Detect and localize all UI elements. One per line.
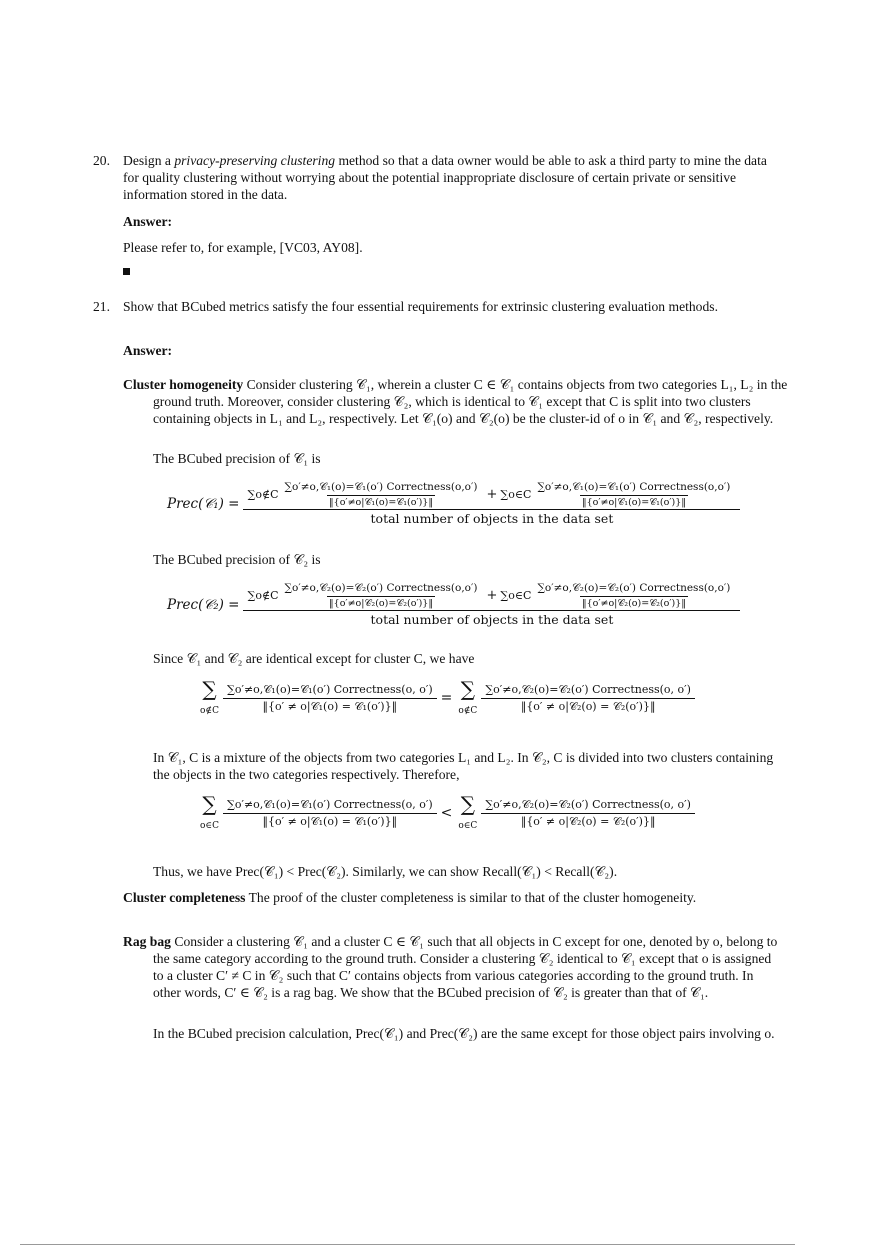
big-numerator: ∑o′≠o,𝒞₁(o)=𝒞₁(o′) Correctness(o, o′) xyxy=(226,797,433,811)
big-numerator: ∑o′≠o,𝒞₁(o)=𝒞₁(o′) Correctness(o, o′) xyxy=(226,682,433,696)
sum-symbol: ∑ xyxy=(202,792,217,816)
big-denominator: ‖{o′ ≠ o|𝒞₂(o) = 𝒞₂(o′)}‖ xyxy=(481,698,695,714)
mixture-text: In 𝒞₁, C is a mixture of the objects from two categories L₁ and L₂. In 𝒞₂, C is divided into two clusters containing the objects in the two categories respectively. Therefore, xyxy=(153,750,774,782)
sum-subscript: o∈C xyxy=(458,821,478,831)
question-text: Show that BCubed metrics satisfy the four essential requirements for extrinsic clustering evaluation methods. xyxy=(123,299,718,314)
big-denominator: ‖{o′ ≠ o|𝒞₂(o) = 𝒞₂(o′)}‖ xyxy=(481,813,695,829)
sum-subscript: o∈C xyxy=(200,821,219,831)
big-denominator: ‖{o′ ≠ o|𝒞₁(o) = 𝒞₁(o′)}‖ xyxy=(223,813,437,829)
inner-numerator: ∑o′≠o,𝒞₂(o)=𝒞₂(o′) Correctness(o,o′) xyxy=(284,582,478,594)
equation-prec2 xyxy=(167,582,738,627)
question-text-pre: Design a xyxy=(123,153,175,168)
inner-denominator: ‖{o′≠o|𝒞₂(o)=𝒞₂(o′)}‖ xyxy=(328,598,434,609)
equals-sign: = xyxy=(440,690,453,706)
question-21 xyxy=(93,298,779,315)
sum-not-in-c: ∑o∉C xyxy=(247,589,279,602)
prec2-intro: The BCubed precision of 𝒞₂ is xyxy=(153,552,321,567)
question-number: 21. xyxy=(93,299,110,314)
question-20 xyxy=(93,152,779,203)
footer-rule xyxy=(20,1244,795,1245)
plus-sign: + xyxy=(486,487,498,502)
ragbag-term: Rag bag xyxy=(123,934,171,949)
inner-denominator: ‖{o′≠o|𝒞₁(o)=𝒞₁(o′)}‖ xyxy=(328,497,434,508)
sum-subscript: o∉C xyxy=(458,706,478,716)
qed-mark xyxy=(123,268,130,275)
completeness-text: The proof of the cluster completeness is similar to that of the cluster homogeneity. xyxy=(248,890,697,905)
sum-symbol: ∑ xyxy=(460,792,475,816)
outer-fraction xyxy=(245,481,738,526)
prec1-intro: The BCubed precision of 𝒞₁ is xyxy=(153,451,321,466)
question-number: 20. xyxy=(93,153,110,168)
inner-numerator: ∑o′≠o,𝒞₁(o)=𝒞₁(o′) Correctness(o,o′) xyxy=(537,481,731,493)
sum-in-c: ∑o∈C xyxy=(500,488,532,501)
less-than-sign: < xyxy=(440,805,453,821)
homogeneity-conclusion: Thus, we have Prec(𝒞₁) < Prec(𝒞₂). Similarly, we can show Recall(𝒞₁) < Recall(𝒞₂). xyxy=(153,864,618,879)
sum-subscript: o∉C xyxy=(200,706,219,716)
sum-symbol: ∑ xyxy=(460,677,475,701)
outer-denominator: total number of objects in the data set xyxy=(243,509,740,526)
inner-numerator: ∑o′≠o,𝒞₁(o)=𝒞₁(o′) Correctness(o,o′) xyxy=(284,481,478,493)
question-text-post: method so that a data owner would be able to ask a third party to mine the data for quality clustering without worrying about the potential inappropriate disclosure of certain private or sensitive information stored in the data. xyxy=(123,153,767,202)
answer-label: Answer: xyxy=(123,214,173,229)
inner-numerator: ∑o′≠o,𝒞₂(o)=𝒞₂(o′) Correctness(o,o′) xyxy=(537,582,731,594)
completeness-term: Cluster completeness xyxy=(123,890,246,905)
homogeneity-text: Consider clustering 𝒞₁, wherein a cluster C ∈ 𝒞₁ contains objects from two categories L₁, L₂ in the ground truth. Moreover, consider clustering 𝒞₂, which is identical to 𝒞₁ except that C is split into two clusters containing objects in L₁ and L₂, respectively. Let 𝒞₁(o) and 𝒞₂(o) be the cluster-id of o in 𝒞₁ and 𝒞₂, respectively. xyxy=(153,377,788,426)
big-denominator: ‖{o′ ≠ o|𝒞₁(o) = 𝒞₁(o′)}‖ xyxy=(223,698,437,714)
ragbag-paragraph xyxy=(123,933,779,1001)
inner-denominator: ‖{o′≠o|𝒞₁(o)=𝒞₁(o′)}‖ xyxy=(581,497,687,508)
outer-fraction xyxy=(245,582,738,627)
sum-symbol: ∑ xyxy=(202,677,217,701)
question-text-emphasis: privacy-preserving clustering xyxy=(174,153,336,168)
equation-prec1 xyxy=(167,481,738,526)
answer-text: Please refer to, for example, [VC03, AY08]. xyxy=(123,240,363,255)
identical-intro: Since 𝒞₁ and 𝒞₂ are identical except for cluster C, we have xyxy=(153,651,475,666)
sum-in-c: ∑o∈C xyxy=(500,589,532,602)
equation-lhs: Prec(𝒞₁) = xyxy=(167,495,240,512)
ragbag-text-2: In the BCubed precision calculation, Prec(𝒞₁) and Prec(𝒞₂) are the same except for those object pairs involving o. xyxy=(153,1026,775,1041)
homogeneity-paragraph xyxy=(123,376,809,427)
big-numerator: ∑o′≠o,𝒞₂(o)=𝒞₂(o′) Correctness(o, o′) xyxy=(485,682,691,696)
equation-equality xyxy=(200,677,693,716)
answer-label: Answer: xyxy=(123,343,173,358)
outer-denominator: total number of objects in the data set xyxy=(243,610,740,627)
plus-sign: + xyxy=(486,588,498,603)
equation-lhs: Prec(𝒞₂) = xyxy=(167,596,240,613)
completeness-paragraph xyxy=(123,889,779,906)
homogeneity-term: Cluster homogeneity xyxy=(123,377,244,392)
ragbag-text: Consider a clustering 𝒞₁ and a cluster C ∈ 𝒞₁ such that all objects in C except for one, denoted by o, belong to the same category according to the ground truth. Consider a clustering 𝒞₂ identical to 𝒞₁ except that o is assigned to a cluster C′ ≠ C in 𝒞₂ such that C′ contains objects from various categories according to the ground truth. In other words, C′ ∈ 𝒞₂ is a rag bag. We show that the BCubed precision of 𝒞₂ is greater than that of 𝒞₁. xyxy=(153,934,778,1000)
sum-not-in-c: ∑o∉C xyxy=(247,488,279,501)
inner-denominator: ‖{o′≠o|𝒞₂(o)=𝒞₂(o′)}‖ xyxy=(581,598,687,609)
equation-inequality xyxy=(200,792,693,831)
big-numerator: ∑o′≠o,𝒞₂(o)=𝒞₂(o′) Correctness(o, o′) xyxy=(485,797,691,811)
